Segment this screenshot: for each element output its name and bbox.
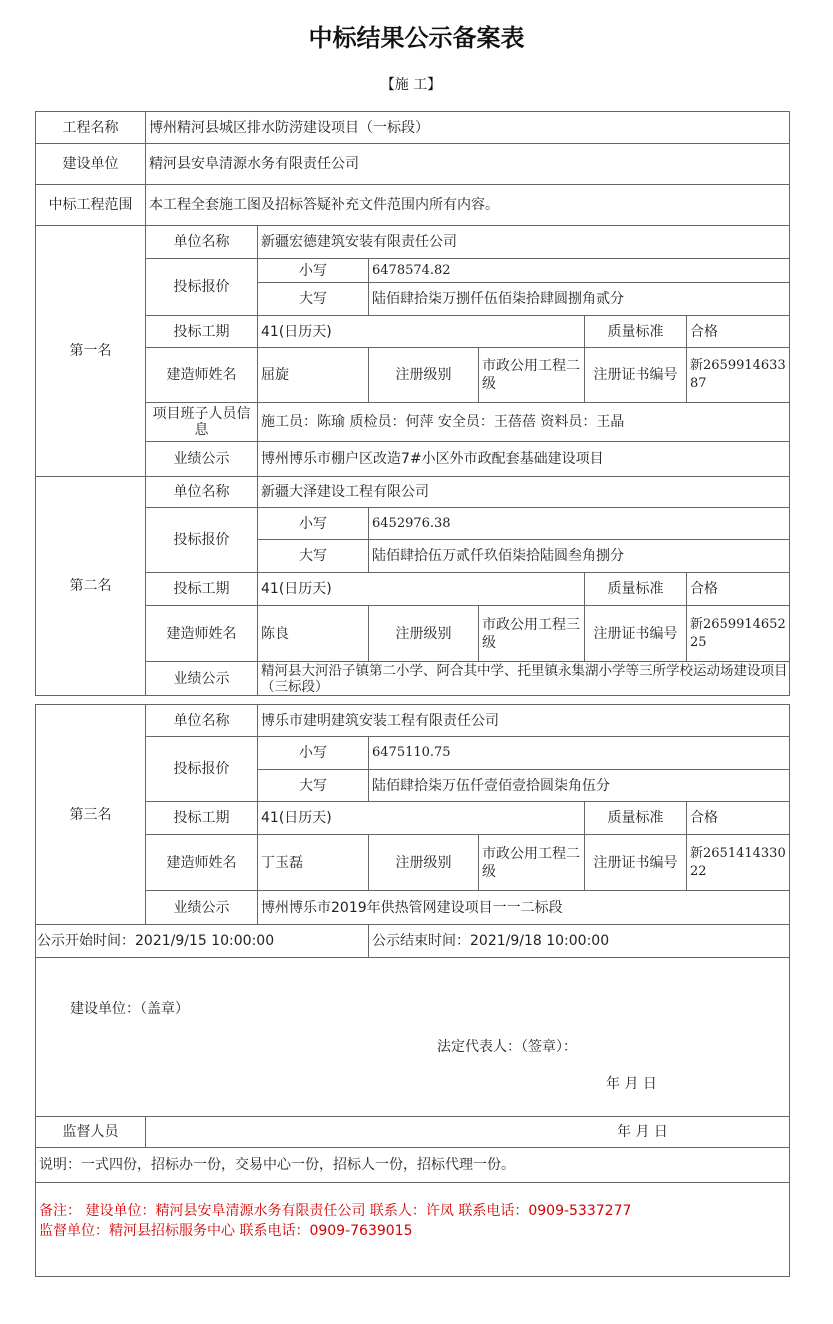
rank1-level-value: 市政公用工程二级 (478, 347, 585, 403)
owner-label: 建设单位 (35, 143, 146, 185)
page-title: 中标结果公示备案表 (308, 23, 525, 52)
rank1-upper-label: 大写 (257, 282, 369, 316)
rank2-quality-label: 质量标准 (584, 572, 687, 606)
rank2-upper-label: 大写 (257, 539, 369, 573)
rank1-period-label: 投标工期 (145, 315, 258, 348)
sign-date: 年 月 日 (606, 1076, 657, 1092)
rank1-unit-value: 新疆宏德建筑安装有限责任公司 (257, 225, 790, 259)
project-name-label: 工程名称 (35, 111, 146, 144)
rank3-period-value: 41(日历天) (257, 801, 585, 835)
scope-label: 中标工程范围 (35, 184, 146, 226)
rank1-cert-label: 注册证书编号 (584, 347, 687, 403)
rank1-lower-value: 6478574.82 (368, 258, 790, 283)
rank1-upper-value: 陆佰肆拾柒万捌仟伍佰柒拾肆圆捌角贰分 (368, 282, 790, 316)
rank3-period-label: 投标工期 (145, 801, 258, 835)
rank1-unit-label: 单位名称 (145, 225, 258, 259)
rank2-cert-value: 新265991465225 (686, 605, 790, 662)
supervisor-date: 年 月 日 (617, 1124, 668, 1140)
supervisor-label: 监督人员 (35, 1116, 146, 1148)
rank3-cert-value: 新265141433022 (686, 834, 790, 891)
rank3-upper-value: 陆佰肆拾柒万伍仟壹佰壹拾圆柒角伍分 (368, 769, 790, 802)
rank3-quality-label: 质量标准 (584, 801, 687, 835)
rank3-cert-label: 注册证书编号 (584, 834, 687, 891)
project-name-value: 博州精河县城区排水防涝建设项目（一标段） (145, 111, 790, 144)
supervisor-cell (145, 1116, 790, 1148)
copies-note: 说明：一式四份，招标办一份，交易中心一份，招标人一份，招标代理一份。 (35, 1147, 790, 1183)
rank2-label: 第二名 (35, 476, 146, 696)
rank2-level-value: 市政公用工程三级 (478, 605, 585, 662)
owner-seal-label: 建设单位：（盖章） (70, 1001, 189, 1017)
scope-value: 本工程全套施工图及招标答疑补充文件范围内所有内容。 (145, 184, 790, 226)
signature-block (35, 957, 790, 1117)
rank1-cert-value: 新265991463387 (686, 347, 790, 403)
rank3-builder-label: 建造师姓名 (145, 834, 258, 891)
rank3-perf-label: 业绩公示 (145, 890, 258, 925)
publicity-end: 公示结束时间：2021/9/18 10:00:00 (368, 924, 790, 958)
rank3-lower-value: 6475110.75 (368, 736, 790, 770)
rank1-label: 第一名 (35, 225, 146, 477)
rank1-quality-label: 质量标准 (584, 315, 687, 348)
rank1-builder-label: 建造师姓名 (145, 347, 258, 403)
rank1-period-value: 41(日历天) (257, 315, 585, 348)
rank2-builder-value: 陈良 (257, 605, 369, 662)
rank3-quality-value: 合格 (686, 801, 790, 835)
rank3-upper-label: 大写 (257, 769, 369, 802)
rank3-unit-value: 博乐市建明建筑安装工程有限责任公司 (257, 704, 790, 737)
rank3-perf-value: 博州博乐市2019年供热管网建设项目一一二标段 (257, 890, 790, 925)
remark-line-1: 备注： 建设单位：精河县安阜清源水务有限责任公司 联系人：许凤 联系电话：0909-5337277 (39, 1203, 632, 1219)
rank2-period-label: 投标工期 (145, 572, 258, 606)
rank2-perf-label: 业绩公示 (145, 661, 258, 696)
rank1-perf-label: 业绩公示 (145, 441, 258, 477)
owner-value: 精河县安阜清源水务有限责任公司 (145, 143, 790, 185)
rank2-period-value: 41(日历天) (257, 572, 585, 606)
rank3-bid-label: 投标报价 (145, 736, 258, 802)
rank1-level-label: 注册级别 (368, 347, 479, 403)
legal-rep-label: 法定代表人：（签章）： (437, 1039, 577, 1055)
rank2-bid-label: 投标报价 (145, 507, 258, 573)
rank3-unit-label: 单位名称 (145, 704, 258, 737)
rank2-level-label: 注册级别 (368, 605, 479, 662)
rank2-quality-value: 合格 (686, 572, 790, 606)
publicity-start: 公示开始时间：2021/9/15 10:00:00 (35, 924, 369, 958)
rank2-lower-label: 小写 (257, 507, 369, 540)
rank2-builder-label: 建造师姓名 (145, 605, 258, 662)
rank1-team-label: 项目班子人员信息 (145, 402, 258, 442)
rank2-cert-label: 注册证书编号 (584, 605, 687, 662)
rank3-level-label: 注册级别 (368, 834, 479, 891)
rank1-perf-value: 博州博乐市棚户区改造7#小区外市政配套基础建设项目 (257, 441, 790, 477)
rank1-quality-value: 合格 (686, 315, 790, 348)
rank2-upper-value: 陆佰肆拾伍万贰仟玖佰柒拾陆圆叁角捌分 (368, 539, 790, 573)
rank1-team-value: 施工员：陈瑜 质检员：何萍 安全员：王蓓蓓 资料员：王晶 (257, 402, 790, 442)
rank1-lower-label: 小写 (257, 258, 369, 283)
rank3-label: 第三名 (35, 704, 146, 925)
rank2-unit-value: 新疆大泽建设工程有限公司 (257, 476, 790, 508)
rank1-bid-label: 投标报价 (145, 258, 258, 316)
category-label: 【施 工】 (380, 77, 442, 93)
rank2-unit-label: 单位名称 (145, 476, 258, 508)
rank2-perf-value: 精河县大河沿子镇第二小学、阿合其中学、托里镇永集湖小学等三所学校运动场建设项目（三标段） (257, 661, 790, 696)
rank3-builder-value: 丁玉磊 (257, 834, 369, 891)
remark-line-2: 监督单位：精河县招标服务中心 联系电话：0909-7639015 (39, 1223, 413, 1239)
rank1-builder-value: 屈旋 (257, 347, 369, 403)
rank3-level-value: 市政公用工程二级 (478, 834, 585, 891)
remark-block (35, 1182, 790, 1277)
rank3-lower-label: 小写 (257, 736, 369, 770)
rank2-lower-value: 6452976.38 (368, 507, 790, 540)
